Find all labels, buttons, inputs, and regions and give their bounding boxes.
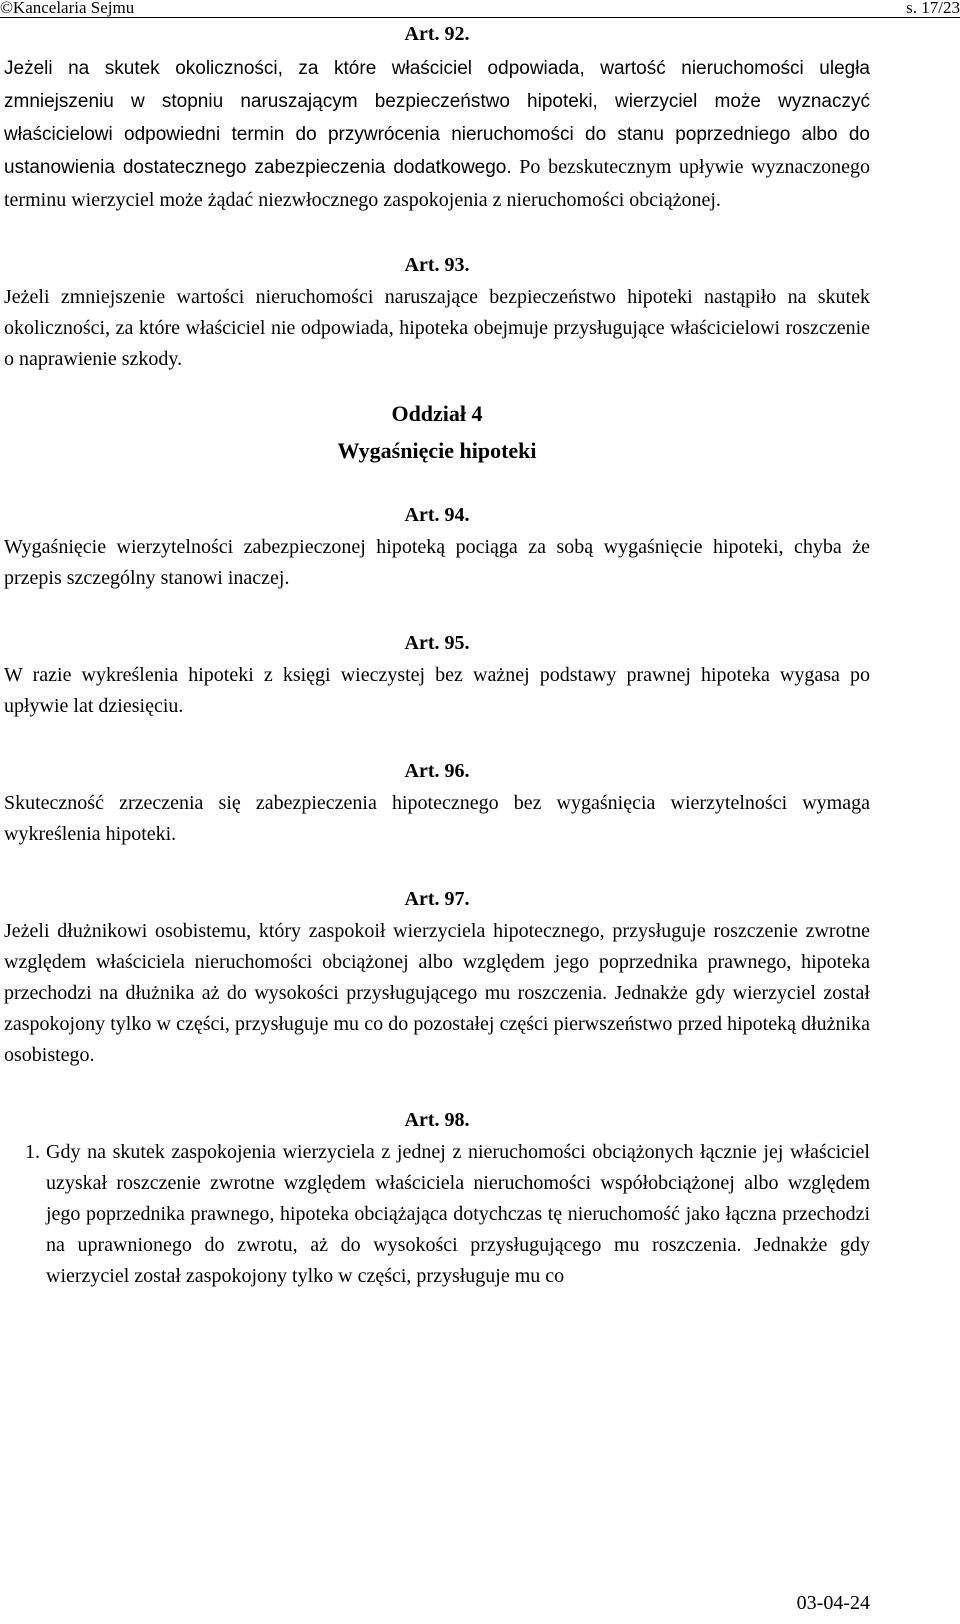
document-body bbox=[4, 22, 870, 1292]
article-text-92 bbox=[4, 52, 870, 216]
section-name: Wygaśnięcie hipoteki bbox=[337, 438, 537, 463]
footer-date: 03-04-24 bbox=[796, 1592, 870, 1614]
item-text: Gdy na skutek zaspokojenia wierzyciela z jednej z nieruchomości obciążonych łącznie jej właściciel uzyskał roszczenie zwrotne względem właściciela nieruchomości współobciążonej albo względem jego poprzednika prawnego, hipoteka obciążająca dotychczas tę nieruchomość jako łączna przechodzi na uprawnionego do zwrotu, aż do wysokości przysługującego mu roszczenia. Jednakże gdy wierzyciel został zaspokojony tylko w części, przysługuje mu co bbox=[46, 1141, 870, 1287]
article-title-92: Art. 92. bbox=[404, 23, 470, 45]
article-title-93: Art. 93. bbox=[404, 254, 470, 276]
article-title-95: Art. 95. bbox=[404, 632, 470, 654]
item-number: 1. bbox=[25, 1141, 40, 1163]
article-text-95: W razie wykreślenia hipoteki z księgi wieczystej bez ważnej podstawy prawnej hipoteka wygasa po upływie lat dziesięciu. bbox=[4, 664, 870, 717]
article-title-98: Art. 98. bbox=[404, 1109, 470, 1131]
article-text-92-part2: Po bezskutecznym upływie wyznaczonego terminu wierzyciel może żądać niezwłocznego zaspokojenia z nieruchomości obciążonej. bbox=[4, 156, 870, 211]
article-title-97: Art. 97. bbox=[404, 888, 470, 910]
article-text-97: Jeżeli dłużnikowi osobistemu, który zaspokoił wierzyciela hipotecznego, przysługuje roszczenie zwrotne względem właściciela nieruchomości obciążonej albo względem jego poprzednika prawnego, hipoteka przechodzi na dłużnika aż do wysokości przysługującego mu roszczenia. Jednakże gdy wierzyciel został zaspokojony tylko w części, przysługuje mu co do pozostałej części pierwszeństwo przed hipoteką dłużnika osobistego. bbox=[4, 920, 870, 1066]
article-98-item-1 bbox=[4, 1137, 870, 1292]
article-text-94: Wygaśnięcie wierzytelności zabezpieczonej hipoteką pociąga za sobą wygaśnięcie hipoteki, chyba że przepis szczególny stanowi inaczej. bbox=[4, 536, 870, 589]
article-title-96: Art. 96. bbox=[404, 760, 470, 782]
header-page-number: s. 17/23 bbox=[906, 0, 960, 17]
article-title-94: Art. 94. bbox=[404, 504, 470, 526]
article-text-93: Jeżeli zmniejszenie wartości nieruchomości naruszające bezpieczeństwo hipoteki nastąpiło na skutek okoliczności, za które właściciel nie odpowiada, hipoteka obejmuje przysługujące właścicielowi roszczenie o naprawienie szkody. bbox=[4, 286, 870, 370]
header-source: ©Kancelaria Sejmu bbox=[0, 0, 135, 17]
article-text-96: Skuteczność zrzeczenia się zabezpieczenia hipotecznego bez wygaśnięcia wierzytelności wymaga wykreślenia hipoteki. bbox=[4, 792, 870, 845]
page-header bbox=[0, 0, 960, 18]
section-number: Oddział 4 bbox=[391, 401, 483, 426]
article-text-92-part1: Jeżeli na skutek okoliczności, za które właściciel odpowiada, wartość nieruchomości uległa zmniejszeniu w stopniu naruszającym bezpieczeństwo hipoteki, wierzyciel może wyznaczyć właścicielowi odpowiedni termin do przywrócenia nieruchomości do stanu poprzedniego albo do ustanowienia dostatecznego zabezpieczenia dodatkowego. bbox=[4, 58, 870, 178]
